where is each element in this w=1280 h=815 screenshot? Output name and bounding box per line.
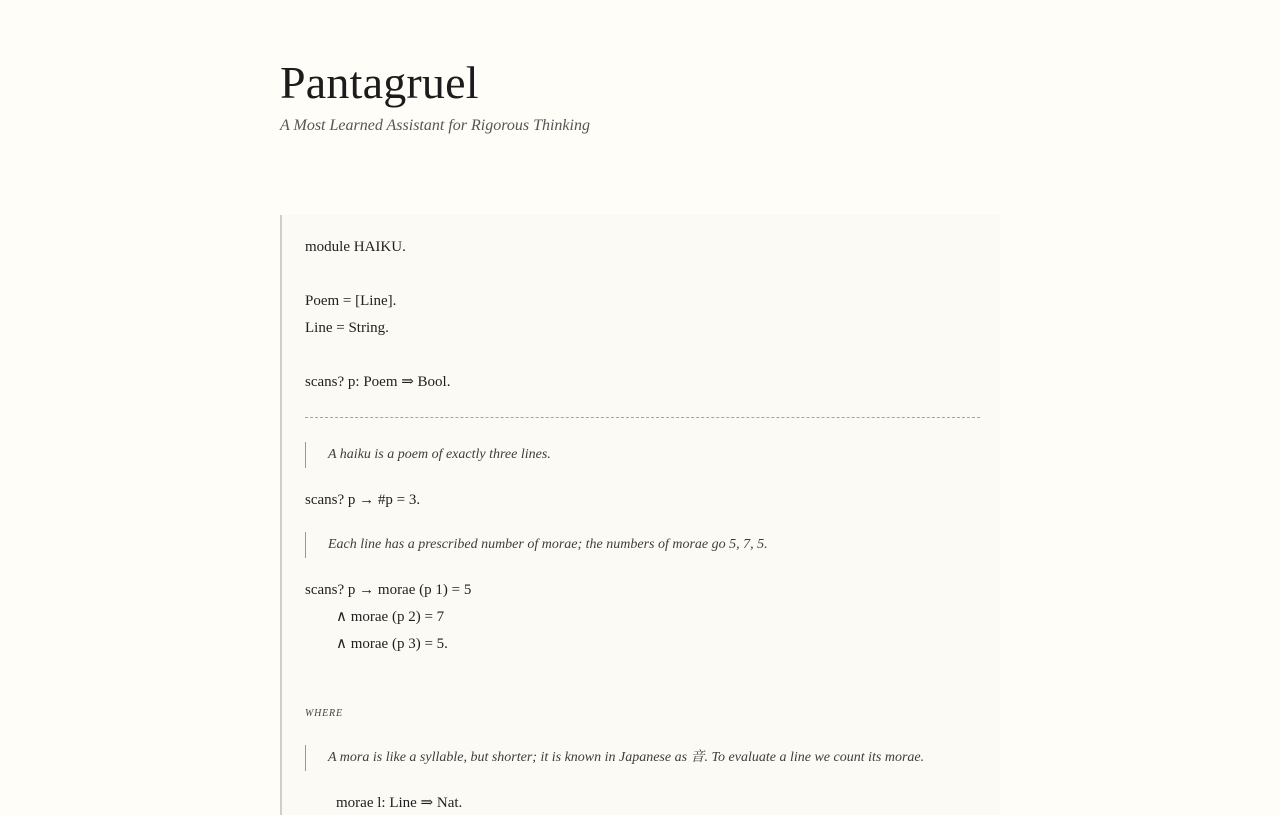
type-line-declaration: Line = String. [305, 320, 389, 336]
comment-mora-definition: A mora is like a syllable, but shorter; it is known in Japanese as 音. To evaluate a line we count its morae. [305, 745, 924, 771]
section-divider [305, 417, 980, 418]
site-subtitle: A Most Learned Assistant for Rigorous Thinking [280, 117, 590, 134]
type-poem-declaration: Poem = [Line]. [305, 293, 397, 309]
comment-three-lines: A haiku is a poem of exactly three lines. [305, 442, 551, 468]
where-label: WHERE [305, 708, 343, 719]
morae-signature-partial: morae l: Line ⇒ Nat. [336, 795, 463, 811]
site-title: Pantagruel [280, 57, 479, 108]
rule-morae-line-3: ∧ morae (p 3) = 5. [336, 636, 448, 652]
rule-morae-line-2: ∧ morae (p 2) = 7 [336, 609, 445, 625]
rule-line-count: scans? p → #p = 3. [305, 492, 421, 508]
module-declaration: module HAIKU. [305, 239, 406, 255]
code-block [280, 215, 1000, 815]
scans-signature: scans? p: Poem ⇒ Bool. [305, 374, 451, 390]
comment-morae-pattern: Each line has a prescribed number of morae; the numbers of morae go 5, 7, 5. [305, 532, 768, 558]
rule-morae-line-1: scans? p → morae (p 1) = 5 [305, 582, 472, 598]
